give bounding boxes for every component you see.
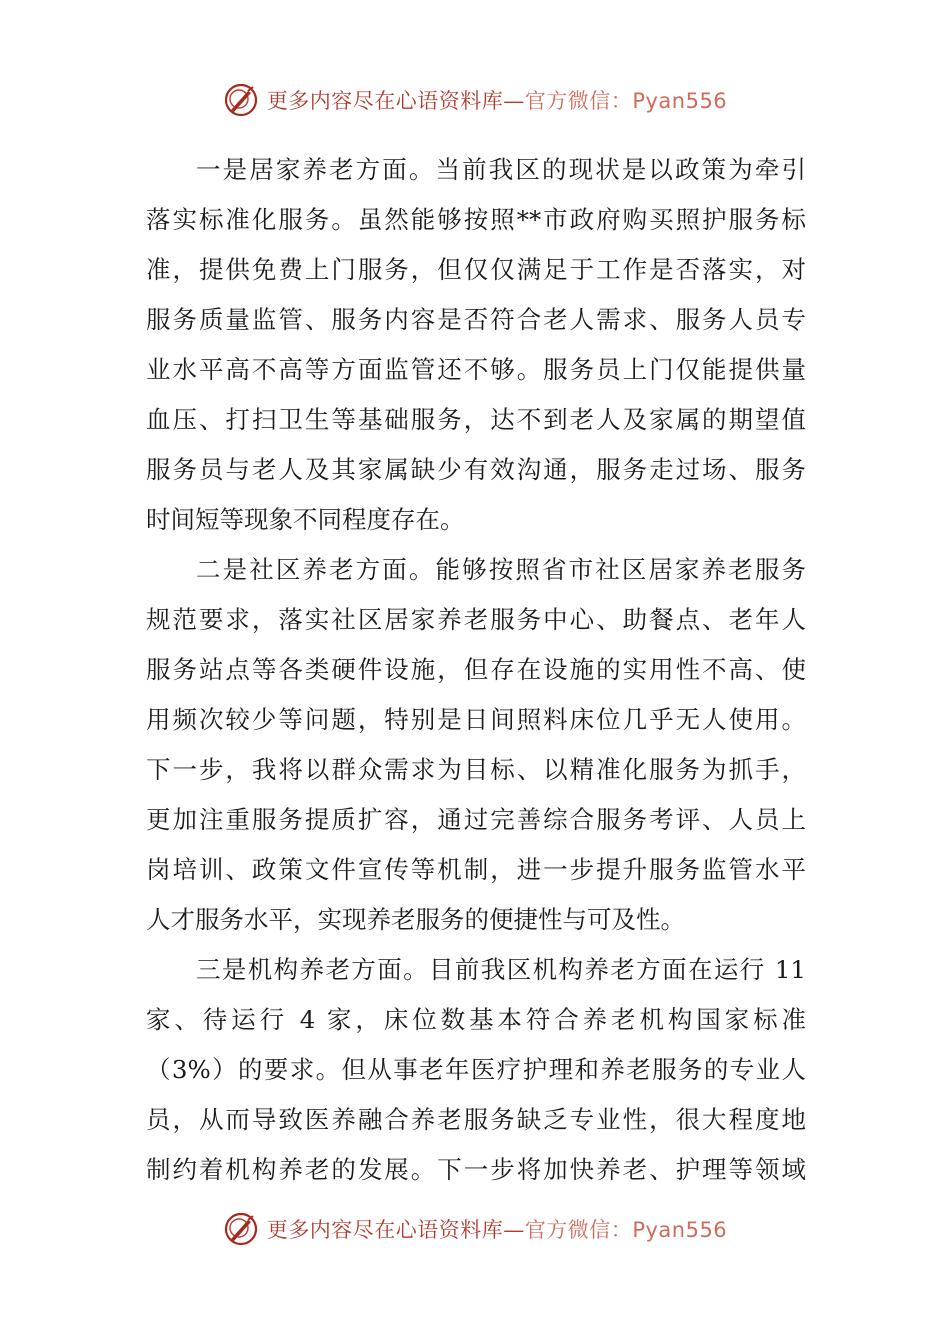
text-line: 员，从而导致医养融合养老服务缺乏专业性，很大程度地 bbox=[146, 1105, 806, 1134]
text-line: 岗培训、政策文件宣传等机制，进一步提升服务监管水平 bbox=[146, 855, 806, 884]
text-line: 三是机构养老方面。目前我区机构养老方面在运行 11 bbox=[196, 955, 806, 984]
pen-logo-icon bbox=[223, 1211, 259, 1247]
text-line: 服务质量监管、服务内容是否符合老人需求、服务人员专 bbox=[146, 305, 806, 334]
text-line: 制约着机构养老的发展。下一步将加快养老、护理等领域 bbox=[146, 1155, 806, 1184]
text-line: 用频次较少等问题，特别是日间照料床位几乎无人使用。 bbox=[146, 705, 806, 734]
watermark-text: 更多内容尽在心语资料库—官方微信：Pyan556 bbox=[266, 89, 728, 113]
text-line: 人才服务水平，实现养老服务的便捷性与可及性。 bbox=[146, 905, 685, 934]
watermark-text: 更多内容尽在心语资料库—官方微信：Pyan556 bbox=[266, 1218, 728, 1242]
text-line: 二是社区养老方面。能够按照省市社区居家养老服务 bbox=[196, 555, 806, 584]
text-line: 一是居家养老方面。当前我区的现状是以政策为牵引 bbox=[196, 155, 806, 184]
paragraph-1 bbox=[146, 145, 806, 545]
text-line: 服务员与老人及其家属缺少有效沟通，服务走过场、服务 bbox=[146, 455, 806, 484]
text-line: （3%）的要求。但从事老年医疗护理和养老服务的专业人 bbox=[146, 1055, 806, 1084]
text-line: 服务站点等各类硬件设施，但存在设施的实用性不高、使 bbox=[146, 655, 806, 684]
document-body bbox=[146, 145, 806, 1195]
pen-logo-icon bbox=[223, 82, 259, 118]
text-line: 业水平高不高等方面监管还不够。服务员上门仅能提供量 bbox=[146, 355, 806, 384]
paragraph-2 bbox=[146, 545, 806, 945]
text-line: 时间短等现象不同程度存在。 bbox=[146, 505, 465, 534]
watermark-banner-top bbox=[0, 82, 950, 118]
text-line: 家、待运行 4 家，床位数基本符合养老机构国家标准 bbox=[146, 1005, 806, 1034]
watermark-banner-bottom bbox=[0, 1211, 950, 1247]
text-line: 下一步，我将以群众需求为目标、以精准化服务为抓手， bbox=[146, 755, 806, 784]
text-line: 准，提供免费上门服务，但仅仅满足于工作是否落实，对 bbox=[146, 255, 806, 284]
paragraph-3 bbox=[146, 945, 806, 1195]
text-line: 落实标准化服务。虽然能够按照**市政府购买照护服务标 bbox=[146, 205, 806, 234]
text-line: 血压、打扫卫生等基础服务，达不到老人及家属的期望值 bbox=[146, 405, 806, 434]
text-line: 更加注重服务提质扩容，通过完善综合服务考评、人员上 bbox=[146, 805, 806, 834]
text-line: 规范要求，落实社区居家养老服务中心、助餐点、老年人 bbox=[146, 605, 806, 634]
